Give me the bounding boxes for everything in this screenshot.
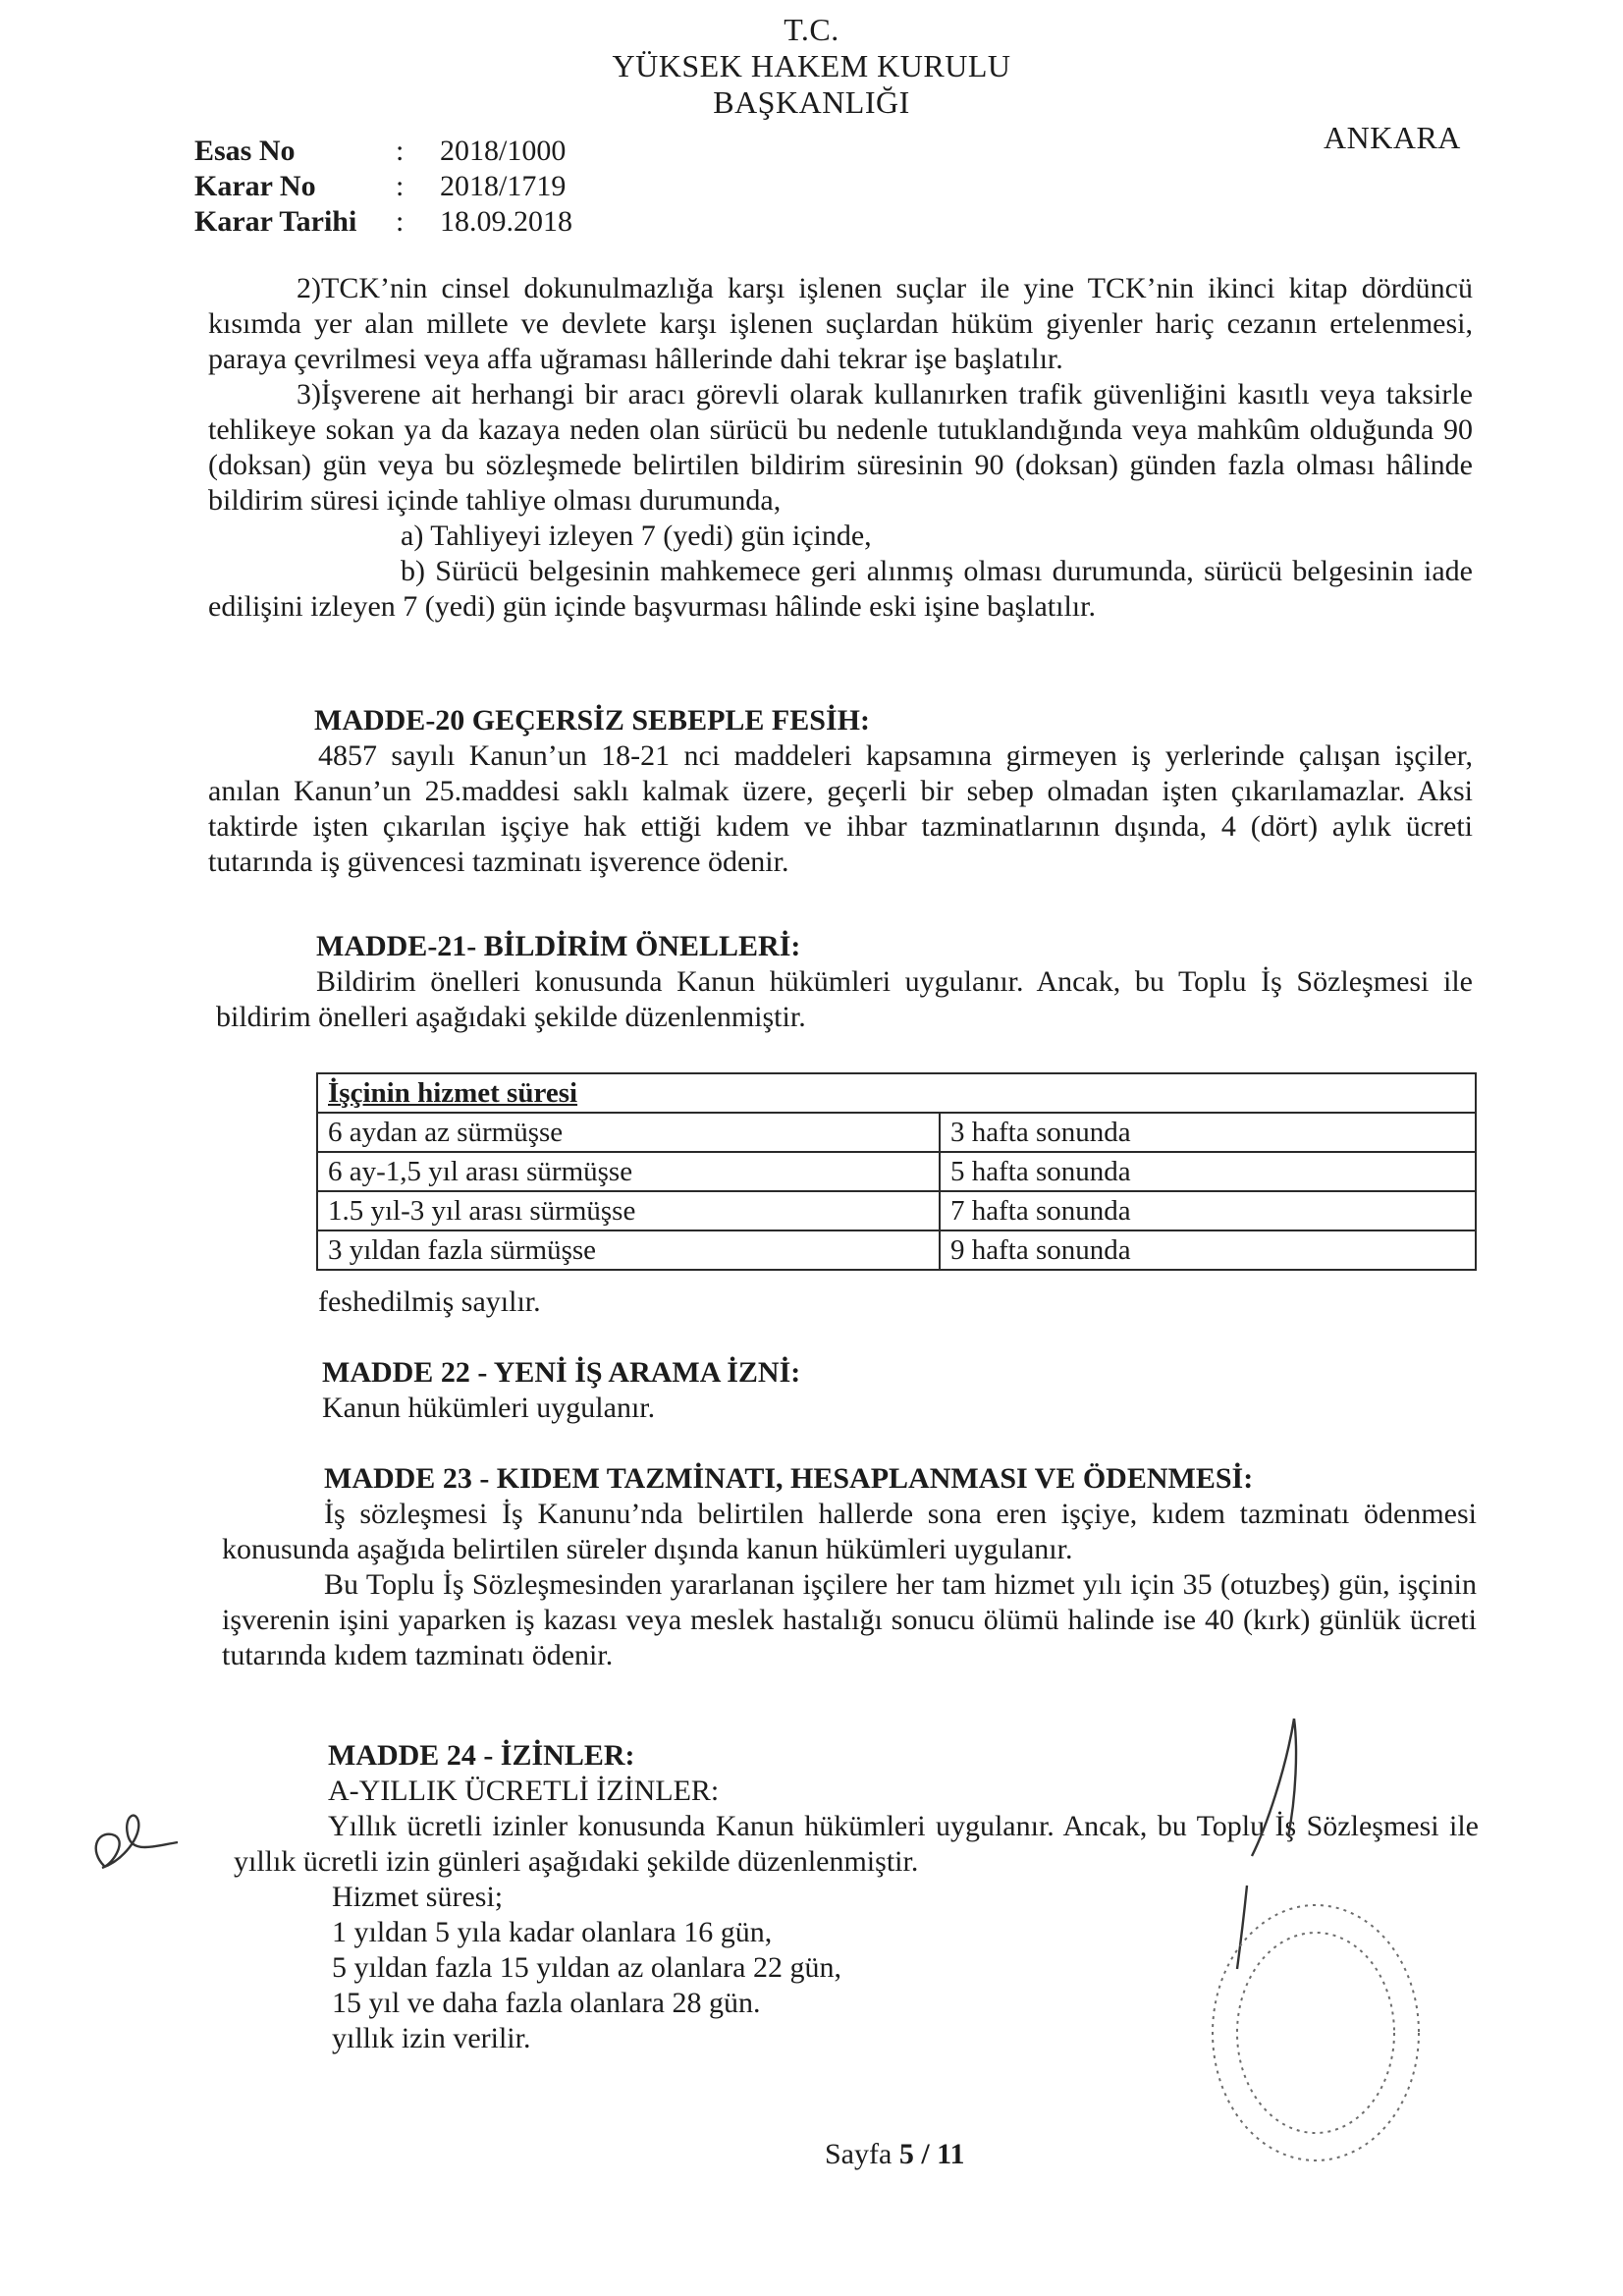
list-item: 1 yıldan 5 yıla kadar olanlara 16 gün,	[332, 1916, 773, 1948]
article-24-subtitle: A-YILLIK ÜCRETLİ İZİNLER:	[328, 1775, 720, 1807]
page-number: Sayfa 5 / 11	[825, 2138, 965, 2170]
table-row	[317, 1230, 1476, 1270]
period-cell: 6 aydan az sürmüşse	[317, 1113, 940, 1152]
article-20-text: 4857 sayılı Kanun’un 18-21 nci maddeleri kapsamına girmeyen iş yerlerinde çalışan işçiler, anılan Kanun’un 25.maddesi saklı kalmak üzere, geçerli bir sebep olmadan işten çıkarılamazlar. Aksi taktirde işten çıkarılan işçiye hak ettiği kıdem ve ihbar tazminatlarının dışında, 4 (dört) aylık ücreti tutarında iş güvencesi tazminatı işverence ödenir.	[208, 739, 1473, 878]
meta-esas-no: Esas No : 2018/1000	[194, 135, 567, 167]
article-22-title: MADDE 22 - YENİ İŞ ARAMA İZNİ:	[322, 1356, 801, 1389]
table-after-text: feshedilmiş sayılır.	[318, 1285, 541, 1318]
period-cell: 6 ay-1,5 yıl arası sürmüşse	[317, 1152, 940, 1191]
period-cell: 3 yıldan fazla sürmüşse	[317, 1230, 940, 1270]
period-cell: 1.5 yıl-3 yıl arası sürmüşse	[317, 1191, 940, 1230]
header-institution: YÜKSEK HAKEM KURULU	[612, 48, 1011, 83]
meta-karar-tarihi: Karar Tarihi : 18.09.2018	[194, 205, 572, 238]
article-23-para-1: İş sözleşmesi İş Kanunu’nda belirtilen hallerde sona eren işçiye, kıdem tazminatı ödenmesi konusunda aşağıda belirtilen süreler dışında kanun hükümleri uygulanır.	[222, 1498, 1477, 1565]
list-item: yıllık izin verilir.	[332, 2022, 531, 2054]
article-21-title: MADDE-21- BİLDİRİM ÖNELLERİ:	[316, 930, 801, 962]
header-tc: T.C.	[784, 12, 839, 47]
signature-stamp-icon	[1178, 1709, 1434, 2170]
article-24-text: Yıllık ücretli izinler konusunda Kanun hükümleri uygulanır. Ancak, bu Toplu İş Sözleşmesi ile yıllık ücretli izin günleri aşağıdaki şekilde düzenlenmiştir.	[234, 1810, 1479, 1878]
list-item: 15 yıl ve daha fazla olanlara 28 gün.	[332, 1987, 761, 2019]
signature-initials-icon	[84, 1797, 192, 1886]
header-presidency: BAŞKANLIĞI	[713, 84, 910, 120]
case-meta	[194, 134, 572, 240]
table-row	[317, 1152, 1476, 1191]
list-item: 5 yıldan fazla 15 yıldan az olanlara 22 gün,	[332, 1951, 841, 1984]
meta-karar-no: Karar No : 2018/1719	[194, 170, 567, 202]
article-23-title: MADDE 23 - KIDEM TAZMİNATI, HESAPLANMASI VE ÖDENMESİ:	[324, 1462, 1254, 1495]
paragraph-3a: a) Tahliyeyi izleyen 7 (yedi) gün içinde,	[401, 519, 872, 552]
article-21-text: Bildirim önelleri konusunda Kanun hükümleri uygulanır. Ancak, bu Toplu İş Sözleşmesi ile bildirim önelleri aşağıdaki şekilde düzenlenmiştir.	[216, 965, 1473, 1033]
table-row	[317, 1113, 1476, 1152]
table-header-row	[317, 1073, 1476, 1113]
article-20-title: MADDE-20 GEÇERSİZ SEBEPLE FESİH:	[314, 704, 870, 737]
list-item: Hizmet süresi;	[332, 1881, 504, 1913]
table-row	[317, 1191, 1476, 1230]
paragraph-3b: b) Sürücü belgesinin mahkemece geri alınmış olması durumunda, sürücü belgesinin iade edilişini izleyen 7 (yedi) gün içinde başvurması hâlinde eski işine başlatılır.	[208, 555, 1473, 623]
table-header-cell: İşçinin hizmet süresi	[317, 1073, 1476, 1113]
article-23-para-2: Bu Toplu İş Sözleşmesinden yararlanan işçilere her tam hizmet yılı için 35 (otuzbeş) gün, işçinin işverenin işini yaparken iş kazası veya meslek hastalığı sonucu ölümü halinde ise 40 (kırk) günlük ücreti tutarında kıdem tazminatı ödenir.	[222, 1568, 1477, 1671]
article-22-text: Kanun hükümleri uygulanır.	[322, 1392, 656, 1424]
article-24-title: MADDE 24 - İZİNLER:	[328, 1739, 635, 1772]
notice-cell: 5 hafta sonunda	[940, 1152, 1476, 1191]
notice-period-table	[316, 1072, 1477, 1271]
notice-cell: 3 hafta sonunda	[940, 1113, 1476, 1152]
paragraph-3: 3)İşverene ait herhangi bir aracı görevli olarak kullanırken trafik güvenliğini kasıtlı veya taksirle tehlikeye sokan ya da kazaya neden olan sürücü bu nedenle tutuklandığında veya mahkûm olduğunda 90 (doksan) gün veya bu sözleşmede belirtilen bildirim süresinin 90 (doksan) günden fazla olması hâlinde bildirim süresi içinde tahliye olması durumunda,	[208, 378, 1473, 517]
notice-cell: 9 hafta sonunda	[940, 1230, 1476, 1270]
notice-cell: 7 hafta sonunda	[940, 1191, 1476, 1230]
paragraph-2: 2)TCK’nin cinsel dokunulmazlığa karşı işlenen suçlar ile yine TCK’nin ikinci kitap dördüncü kısımda yer alan millete ve devlete karşı işlenen suçlardan hüküm giyenler hariç cezanın ertelenmesi, paraya çevrilmesi veya affa uğraması hâllerinde dahi tekrar işe başlatılır.	[208, 272, 1473, 375]
header-city: ANKARA	[1324, 120, 1461, 155]
